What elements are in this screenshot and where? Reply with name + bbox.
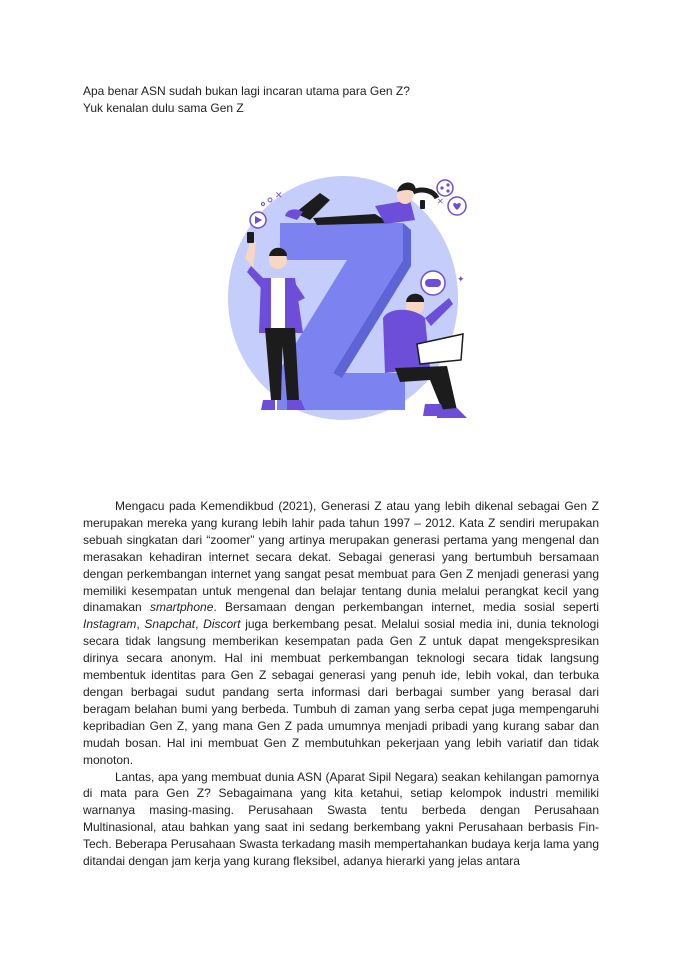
paragraph-text: ,	[195, 617, 204, 632]
svg-text:✕: ✕	[275, 191, 283, 201]
article-body	[83, 498, 599, 870]
paragraph-text: juga berkembang pesat. Melalui sosial media ini, dunia teknologi secara tidak langsung memberikan kesempatan pada Gen Z untuk dapat mengekspresikan dirinya secara anonym. Hal ini membuat perkembangan teknologi secara tidak langsung membentuk identitas para Gen Z sebagai generasi yang penuh ide, lebih vokal, dan terbuka dengan berbagai sudut pandang serta informasi dari berbagai sumber yang berasal dari beragam belahan bumi yang berbeda. Tumbuh di zaman yang serba cepat juga mempengaruhi kepribadian Gen Z, yang mana Gen Z pada umumnya menjadi pribadi yang kurang sabar dan mudah bosan. Hal ini membuat Gen Z membutuhkan pekerjaan yang lebih variatif dan tidak monoton.	[83, 617, 600, 767]
share-icon	[437, 180, 453, 196]
paragraph-text: ,	[136, 617, 145, 632]
gen-z-illustration	[225, 168, 475, 428]
italic-term: smartphone	[150, 600, 214, 615]
paragraph-text: Lantas, apa yang membuat dunia ASN (Aparat Sipil Negara) seakan kehilangan pamornya di mata para Gen Z? Sebagaimana yang kita ketahui, setiap kelompok industri memiliki warnanya masing-masing. Perusahaan Swasta tentu berbeda dengan Perusahaan Multinasional, atau bahkan yang saat ini sedang berkembang yakni Perusahaan berbasis Fin-Tech. Beberapa Perusahaan Swasta terkadang masih mempertahankan budaya kerja lama yang ditandai dengan jam kerja yang kurang fleksibel, adanya hierarki yang jelas antara	[83, 769, 599, 869]
svg-text:✦: ✦	[457, 275, 465, 285]
italic-term: Snapchat	[144, 617, 196, 632]
gen-z-illustration-icon	[225, 168, 475, 428]
paragraph-text: Mengacu pada Kemendikbud (2021), Generasi Z atau yang lebih dikenal sebagai Gen Z merupakan mereka yang kurang lebih lahir pada tahun 1997 – 2012. Kata Z sendiri merupakan sebuah singkatan dari “zoomer” yang artinya merupakan generasi pertama yang mengenal dan merasakan kehadiran internet secara dekat. Sebagai generasi yang bertumbuh bersamaan dengan perkembangan internet yang sangat pesat membuat para Gen Z menjadi generasi yang memiliki kesempatan untuk mengenal dan belajar tentang dunia melalui perangkat kecil yang dinamakan	[83, 499, 599, 615]
paragraph-text: . Bersamaan dengan perkembangan internet, media sosial seperti	[213, 600, 599, 615]
svg-text:✕: ✕	[437, 197, 444, 206]
italic-term: Instagram	[83, 617, 137, 632]
italic-term: Discort	[203, 617, 241, 632]
intro-subtitle: Yuk kenalan dulu sama Gen Z	[83, 101, 244, 115]
intro-block	[83, 83, 410, 117]
paragraph-asn-question	[83, 769, 599, 870]
intro-question: Apa benar ASN sudah bukan lagi incaran utama para Gen Z?	[83, 84, 410, 98]
paragraph-gen-z-definition	[83, 498, 599, 769]
